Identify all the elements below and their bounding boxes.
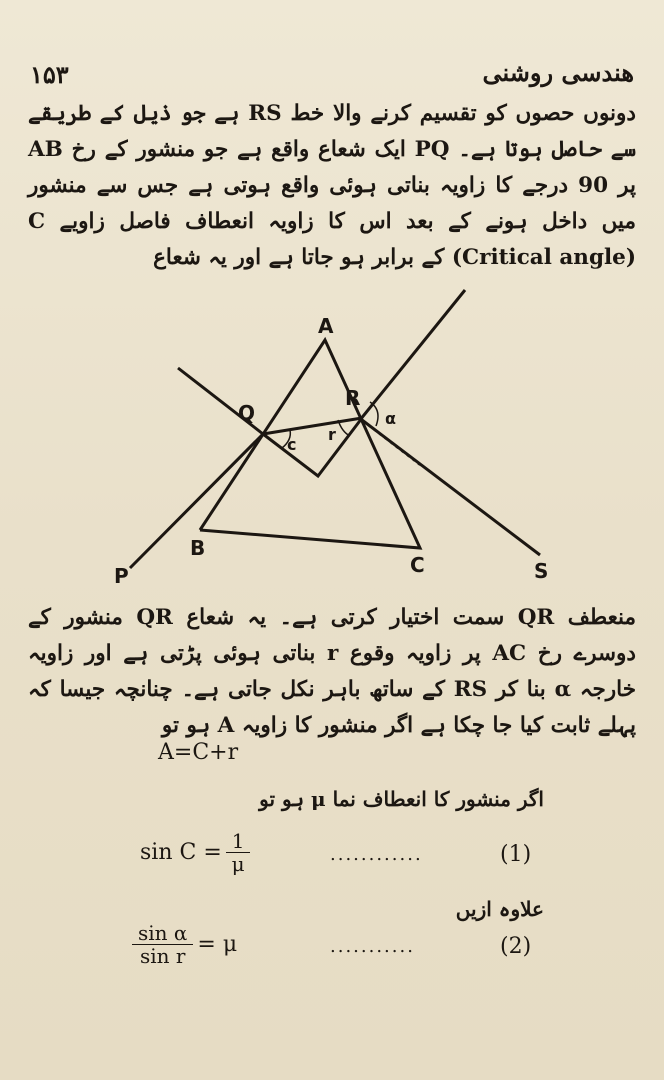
equation-a-c-r: A=C+r bbox=[158, 740, 239, 765]
running-title: هندسی روشنی bbox=[482, 58, 634, 87]
note-furthermore: علاوہ ازیں bbox=[455, 897, 544, 921]
note-refractive-index: اگر منشور کا انعطاف نما μ ہو تو bbox=[259, 787, 544, 811]
equation-1 bbox=[140, 830, 254, 875]
label-c: C bbox=[410, 553, 425, 577]
label-angle-r: r bbox=[328, 425, 336, 444]
equation-2 bbox=[128, 922, 237, 967]
eq2-denominator: sin r bbox=[139, 944, 186, 968]
eq1-lhs: sin C = bbox=[140, 840, 222, 865]
label-angle-alpha: α bbox=[385, 409, 396, 428]
eq1-number: (1) bbox=[500, 842, 532, 867]
prism-diagram bbox=[0, 270, 664, 600]
label-r: R bbox=[345, 386, 361, 410]
eq2-rhs: = μ bbox=[197, 932, 238, 957]
label-angle-c: c bbox=[287, 435, 297, 454]
equation-1-row bbox=[0, 826, 664, 886]
paragraph-2: منعطف QR سمت اختیار کرتی ہے۔ یہ شعاع QR منشور کے دوسرے رخ AC پر زاویہ وقوع r بناتی ہوئی پڑتی ہے اور زاویہ خارجہ α بنا کر RS کے ساتھ باہر نکل جاتی ہے۔ چنانچہ جیسا کہ پہلے ثابت کیا جا چکا ہے اگر منشور کا زاویہ A ہو تو bbox=[28, 605, 637, 738]
label-s: S bbox=[534, 559, 549, 583]
label-a: A bbox=[318, 314, 334, 338]
eq2-number: (2) bbox=[500, 934, 532, 959]
ray-r-upper bbox=[360, 290, 465, 420]
eq2-numerator: sin α bbox=[132, 922, 193, 945]
eq2-dots: ........... bbox=[330, 936, 415, 957]
paragraph-1: دونوں حصوں کو تقسیم کرنے والا خط RS ہے جو ذیل کے طریقے سے حاصل ہوتا ہے۔ PQ ایک شعاع واقع ہے جو منشور کے رخ AB پر 90 درجے کا زاویہ بناتی ہوئی واقع ہوتی ہے جس سے منشور میں داخل ہونے کے بعد اس کا زاویہ انعطاف فاصل زاویے C (Critical angle) کے برابر ہو جاتا ہے اور یہ شعاع bbox=[28, 101, 636, 270]
ray-rs bbox=[362, 420, 540, 555]
label-b: B bbox=[190, 536, 206, 560]
label-p: P bbox=[114, 564, 129, 588]
prism-triangle bbox=[200, 340, 420, 548]
eq1-dots: ............ bbox=[330, 844, 423, 865]
ray-qr bbox=[263, 418, 362, 434]
eq2-fraction bbox=[132, 922, 193, 967]
eq1-fraction bbox=[226, 830, 251, 875]
eq1-numerator: 1 bbox=[226, 830, 251, 853]
eq1-denominator: μ bbox=[231, 852, 245, 876]
label-q: Q bbox=[238, 401, 256, 425]
equation-2-row bbox=[0, 918, 664, 978]
page-number: ۱۵۳ bbox=[30, 60, 69, 89]
